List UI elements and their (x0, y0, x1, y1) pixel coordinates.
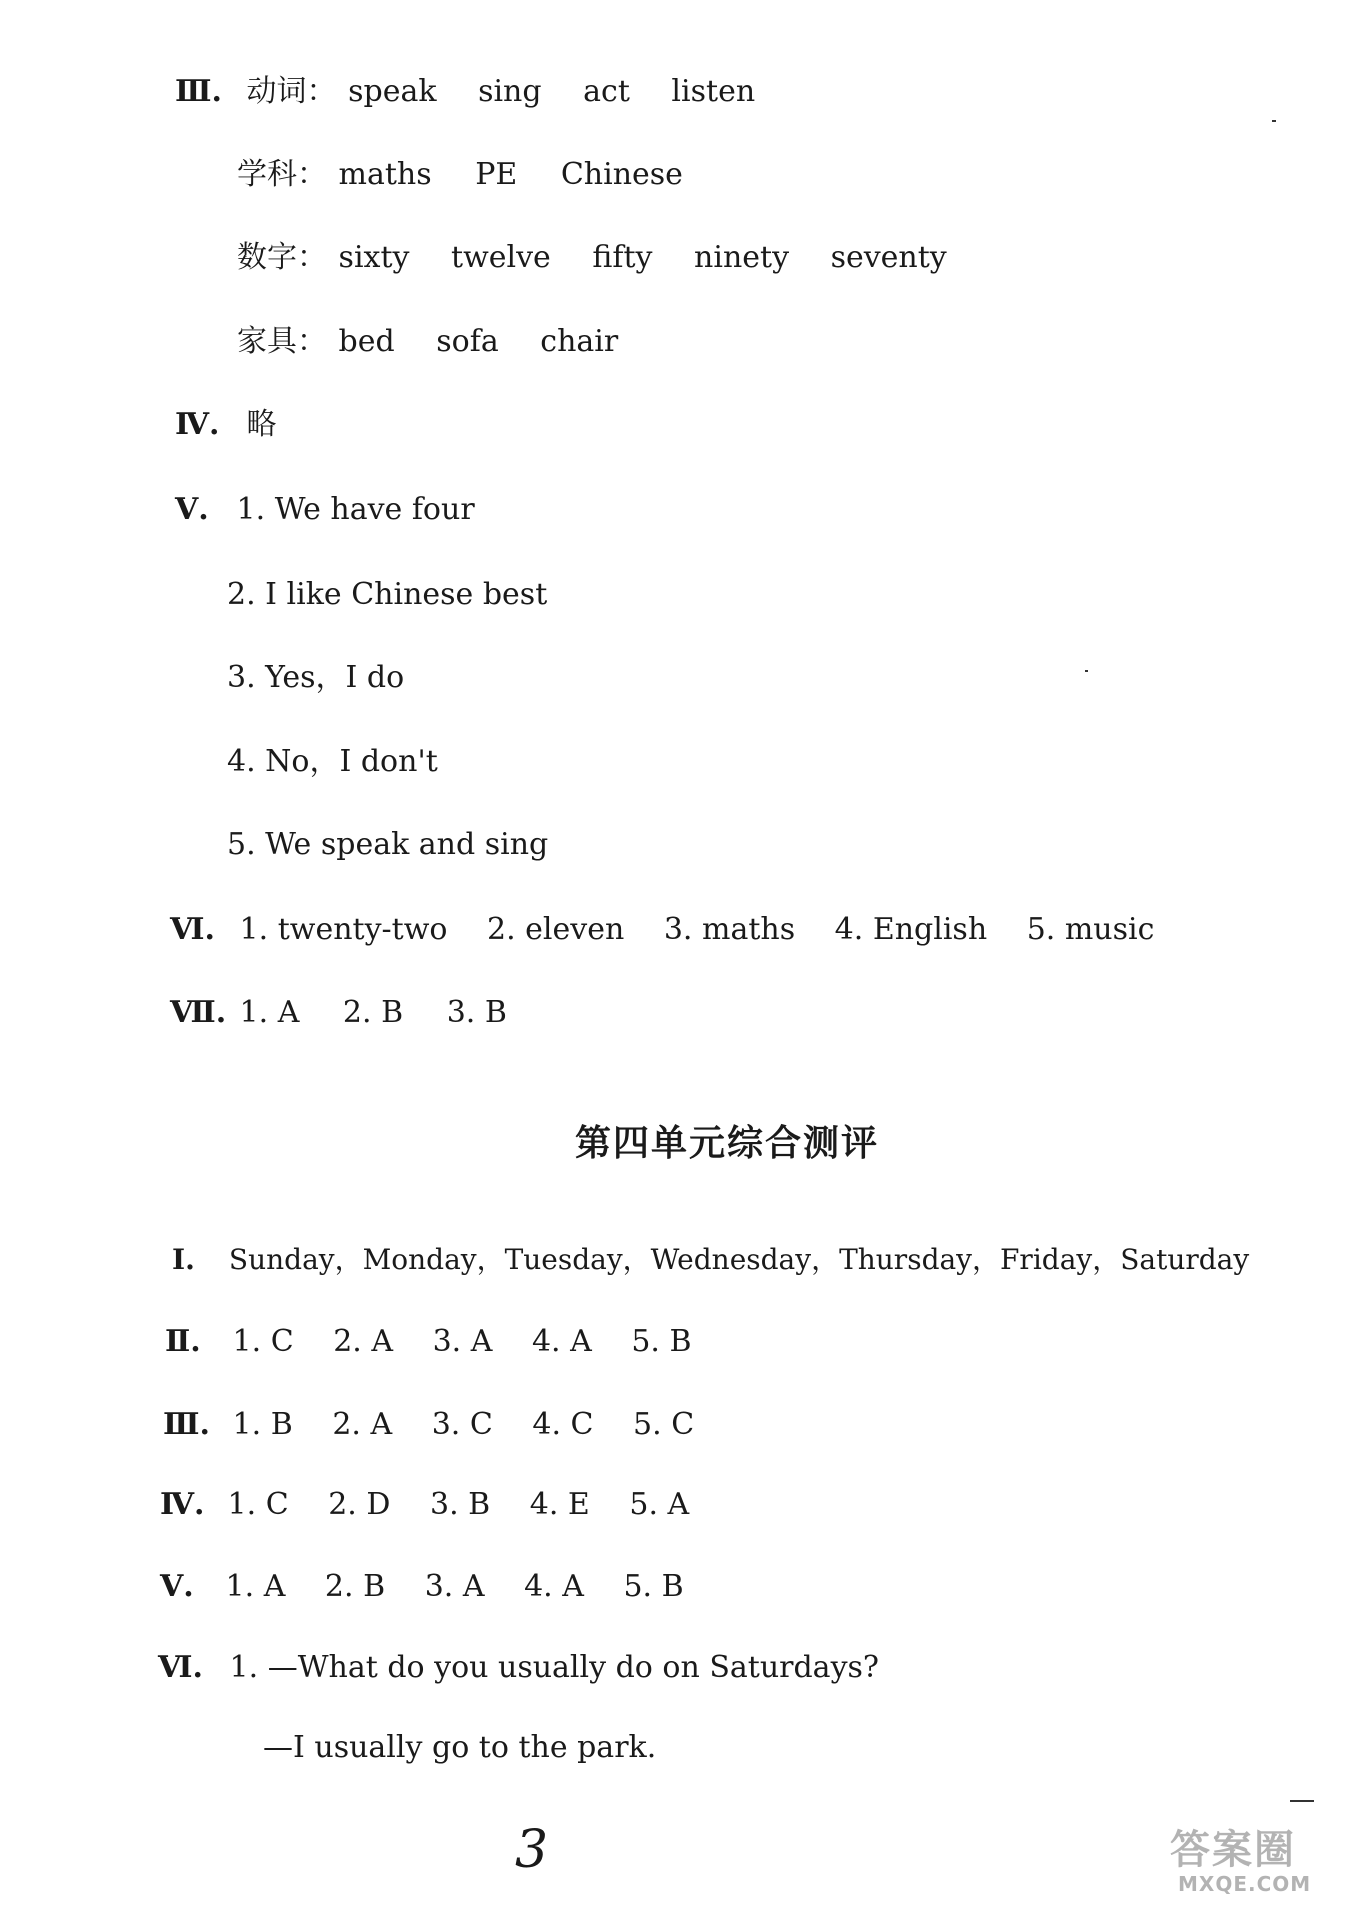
page-number: 3 (515, 1820, 549, 1880)
answer-item: 1. C (227, 1487, 289, 1522)
answer-item: 3. B (446, 995, 507, 1030)
answer-vii (170, 993, 507, 1033)
watermark-logo: 答案圈 (1170, 1827, 1296, 1873)
answer-item: 3. C (431, 1407, 493, 1442)
answer-v-1 (175, 490, 475, 530)
answer-u4-iv (160, 1485, 689, 1525)
answer-iii-furniture (237, 322, 618, 362)
answer-item: 3. maths (663, 912, 796, 947)
word: listen (671, 74, 756, 109)
answer-iii-numbers (237, 238, 947, 278)
section-number: Ⅲ. (163, 1407, 210, 1442)
word: ninety (694, 240, 790, 275)
answer-iii (175, 72, 755, 112)
section-number: Ⅰ. (172, 1243, 195, 1276)
category-label: 数字： (237, 240, 327, 275)
answer-u4-vi-a (263, 1728, 656, 1768)
section-number: Ⅴ. (175, 492, 209, 527)
word: sing (478, 74, 542, 109)
answer-v-2 (227, 575, 547, 615)
category-label: 动词： (246, 74, 337, 109)
answer-item: 5. B (623, 1569, 684, 1604)
word: sofa (436, 324, 499, 359)
answer-text: 3. Yes，I do (227, 660, 405, 695)
answer-text: 1. —What do you usually do on Saturdays? (229, 1650, 879, 1685)
word: fifty (592, 240, 653, 275)
section-number: Ⅱ. (165, 1324, 201, 1359)
answer-u4-ii (165, 1322, 692, 1362)
category-label: 家具： (237, 324, 327, 359)
answer-item: 1. twenty-two (239, 912, 448, 947)
answer-iv (175, 405, 277, 445)
word: maths (338, 157, 432, 192)
section-title: 第四单元综合测评 (575, 1122, 880, 1164)
answer-text: 1. We have four (236, 492, 475, 527)
answer-item: 2. eleven (487, 912, 625, 947)
answer-v-4 (227, 742, 438, 782)
answer-v-3 (227, 658, 404, 698)
answer-item: 1. A (239, 995, 300, 1030)
answer-item: 5. A (629, 1487, 690, 1522)
word: PE (475, 157, 518, 192)
answer-text: 4. No，I don't (227, 744, 438, 779)
word: Chinese (560, 157, 683, 192)
word: bed (338, 324, 395, 359)
section-number: Ⅵ. (158, 1650, 203, 1685)
watermark-url: MXQE.COM (1178, 1872, 1312, 1896)
answer-item: 1. A (225, 1569, 286, 1604)
section-number: Ⅳ. (175, 407, 220, 442)
answer-item: 2. B (342, 995, 404, 1030)
word: speak (348, 74, 437, 109)
section-number: Ⅴ. (160, 1569, 194, 1604)
scan-dash (1290, 1800, 1314, 1802)
answer-item: 4. A (531, 1324, 592, 1359)
answer-v-5 (227, 825, 548, 865)
word: sixty (338, 240, 410, 275)
answer-item: 5. music (1026, 912, 1155, 947)
answer-item: 2. A (333, 1324, 394, 1359)
section-number: Ⅵ. (170, 912, 215, 947)
answer-item: 3. B (429, 1487, 491, 1522)
category-label: 学科： (237, 157, 327, 192)
word: act (583, 74, 630, 109)
answer-text: Sunday，Monday，Tuesday，Wednesday，Thursday，Friday，Saturday (228, 1243, 1250, 1276)
answer-item: 3. A (432, 1324, 493, 1359)
scan-speck (1272, 120, 1276, 122)
answer-item: 1. C (232, 1324, 294, 1359)
word: chair (540, 324, 619, 359)
answer-iii-subjects (237, 155, 683, 195)
answer-text: 2. I like Chinese best (227, 577, 548, 612)
section-number: Ⅶ. (170, 995, 227, 1030)
answer-u4-vi-q (158, 1648, 879, 1688)
answer-vi (170, 910, 1154, 950)
answer-item: 1. B (232, 1407, 293, 1442)
answer-item: 4. English (834, 912, 988, 947)
answer-item: 5. B (631, 1324, 692, 1359)
answer-item: 2. D (328, 1487, 391, 1522)
answer-text: 5. We speak and sing (227, 827, 549, 862)
section-number: Ⅳ. (160, 1487, 205, 1522)
answer-item: 2. A (332, 1407, 393, 1442)
answer-u4-v (160, 1567, 684, 1607)
scan-speck (1085, 670, 1088, 672)
answer-text: —I usually go to the park. (263, 1730, 657, 1765)
answer-u4-i (172, 1240, 1249, 1280)
word: seventy (830, 240, 947, 275)
answer-item: 4. C (532, 1407, 594, 1442)
answer-item: 4. E (529, 1487, 590, 1522)
word: twelve (451, 240, 551, 275)
answer-item: 5. C (633, 1407, 695, 1442)
section-number: Ⅲ. (175, 74, 222, 109)
answer-item: 3. A (424, 1569, 485, 1604)
answer-text: 略 (246, 407, 277, 442)
answer-item: 2. B (324, 1569, 386, 1604)
answer-u4-iii (163, 1405, 694, 1445)
answer-item: 4. A (524, 1569, 584, 1604)
